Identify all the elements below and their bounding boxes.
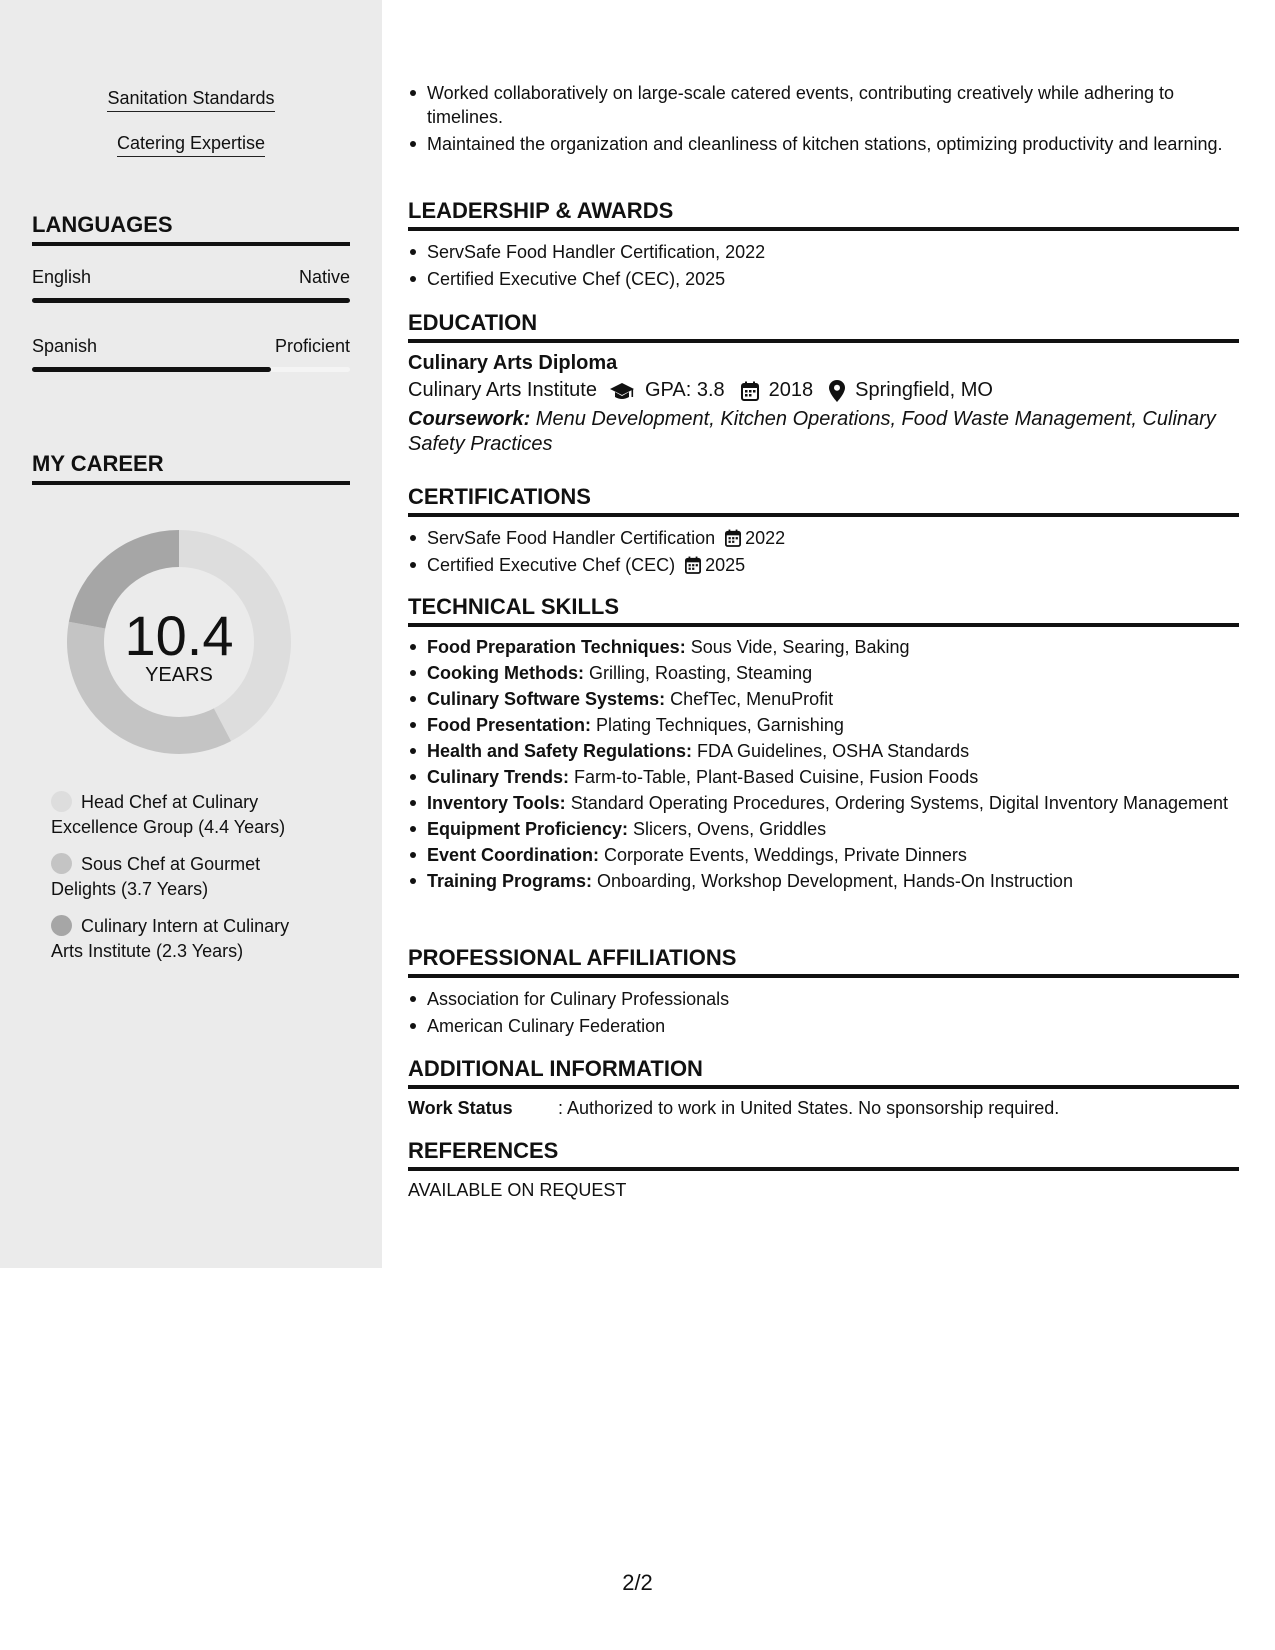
career-donut-chart [65, 528, 293, 756]
skill-values: Farm-to-Table, Plant-Based Cuisine, Fusion Foods [569, 767, 979, 787]
section-heading: REFERENCES [408, 1138, 1239, 1171]
calendar-icon [741, 381, 759, 401]
section-heading: EDUCATION [408, 310, 1239, 343]
work-status-row [408, 1098, 1239, 1119]
section-heading: CERTIFICATIONS [408, 484, 1239, 517]
legend-dot [51, 853, 72, 874]
school-name: Culinary Arts Institute [408, 379, 597, 401]
coursework-label: Coursework: [408, 408, 531, 430]
languages-heading: LANGUAGES [32, 212, 350, 246]
additional-info-section [408, 1056, 1239, 1119]
legend-label: Sous Chef at Gourmet Delights (3.7 Years) [51, 854, 261, 899]
skill-item [408, 791, 1239, 815]
career-legend-item [51, 852, 321, 902]
legend-label: Head Chef at Culinary Excellence Group (4.4 Years) [51, 792, 286, 837]
certification-item [408, 526, 1239, 550]
skill-item [408, 635, 1239, 659]
references-section [408, 1138, 1239, 1201]
language-name: English [32, 267, 92, 287]
skill-category: Inventory Tools: [427, 793, 566, 813]
calendar-icon [685, 556, 701, 574]
language-bar-fill [32, 367, 271, 372]
certification-year: 2022 [745, 528, 786, 548]
skill-values: Slicers, Ovens, Griddles [628, 819, 827, 839]
experience-bullet: Worked collaboratively on large-scale catered events, contributing creatively while adhering to timelines. [408, 81, 1239, 129]
list-item: Certified Executive Chef (CEC), 2025 [408, 267, 1239, 291]
skill-values: Grilling, Roasting, Steaming [583, 663, 813, 683]
skill-item [408, 869, 1239, 893]
gpa: GPA: 3.8 [644, 379, 725, 401]
skill-values: ChefTec, MenuProfit [665, 689, 834, 709]
page-number: 2/2 [622, 1570, 653, 1595]
coursework-list: Menu Development, Kitchen Operations, Food Waste Management, Culinary Safety Practices [408, 408, 1216, 455]
certification-year: 2025 [705, 555, 746, 575]
skill-category: Event Coordination: [427, 845, 599, 865]
career-legend-item [51, 790, 321, 840]
legend-label: Culinary Intern at Culinary Arts Institute (2.3 Years) [51, 916, 290, 961]
work-status-label: Work Status [408, 1098, 513, 1118]
legend-dot [51, 791, 72, 812]
list-item: Association for Culinary Professionals [408, 987, 1239, 1011]
graduation-year: 2018 [768, 379, 814, 401]
certification-name: ServSafe Food Handler Certification [427, 528, 716, 548]
skill-item [408, 739, 1239, 763]
skill-values: Onboarding, Workshop Development, Hands-On Instruction [592, 871, 1073, 891]
skill-category: Equipment Proficiency: [427, 819, 629, 839]
section-heading: ADDITIONAL INFORMATION [408, 1056, 1239, 1089]
map-pin-icon [829, 380, 845, 402]
technical-skills-section [408, 594, 1239, 893]
experience-continuation [408, 81, 1239, 156]
section-heading: PROFESSIONAL AFFILIATIONS [408, 945, 1239, 978]
skill-category: Training Programs: [427, 871, 593, 891]
skill-item [408, 817, 1239, 841]
career-total: 10.4 [124, 604, 234, 667]
skill-tag-label: Sanitation Standards [107, 88, 274, 112]
skill-tag [0, 133, 382, 157]
list-item: ServSafe Food Handler Certification, 2022 [408, 240, 1239, 264]
certification-item [408, 553, 1239, 577]
skill-values: Sous Vide, Searing, Baking [685, 637, 910, 657]
graduation-cap-icon [609, 381, 635, 401]
skill-values: Plating Techniques, Garnishing [591, 715, 844, 735]
list-item: American Culinary Federation [408, 1014, 1239, 1038]
certification-name: Certified Executive Chef (CEC) [427, 555, 676, 575]
skill-item [408, 687, 1239, 711]
skill-item [408, 713, 1239, 737]
language-level: Native [298, 267, 350, 287]
education-section [408, 310, 1239, 457]
skill-category: Food Preparation Techniques: [427, 637, 686, 657]
career-heading: MY CAREER [32, 451, 350, 485]
calendar-icon [725, 529, 741, 547]
language-row [32, 267, 350, 288]
skill-tag-label: Catering Expertise [117, 133, 265, 157]
references-text: AVAILABLE ON REQUEST [408, 1180, 627, 1200]
language-bar [32, 367, 350, 372]
experience-bullet: Maintained the organization and cleanliness of kitchen stations, optimizing productivity and learning. [408, 132, 1239, 156]
language-bar-fill [32, 298, 350, 303]
skill-values: Standard Operating Procedures, Ordering Systems, Digital Inventory Management [565, 793, 1229, 813]
certifications-section [408, 484, 1239, 577]
skill-item [408, 765, 1239, 789]
work-status-value: : Authorized to work in United States. No sponsorship required. [558, 1098, 1060, 1118]
career-legend-item [51, 914, 321, 964]
skill-category: Food Presentation: [427, 715, 592, 735]
section-heading: TECHNICAL SKILLS [408, 594, 1239, 627]
section-heading: LEADERSHIP & AWARDS [408, 198, 1239, 231]
skill-category: Culinary Software Systems: [427, 689, 666, 709]
language-bar [32, 298, 350, 303]
skill-category: Cooking Methods: [427, 663, 584, 683]
skill-category: Health and Safety Regulations: [427, 741, 693, 761]
language-level: Proficient [274, 336, 350, 356]
degree-title: Culinary Arts Diploma [408, 352, 618, 374]
education-details [408, 379, 1239, 402]
skill-values: Corporate Events, Weddings, Private Dinners [599, 845, 967, 865]
coursework [408, 407, 1239, 457]
career-unit: YEARS [145, 664, 213, 686]
affiliations-section [408, 945, 1239, 1038]
language-row [32, 336, 350, 357]
legend-dot [51, 915, 72, 936]
leadership-section [408, 198, 1239, 291]
skill-item [408, 661, 1239, 685]
skill-tag [0, 88, 382, 112]
skill-values: FDA Guidelines, OSHA Standards [692, 741, 970, 761]
language-name: Spanish [32, 336, 98, 356]
school-location: Springfield, MO [855, 379, 993, 401]
skill-item [408, 843, 1239, 867]
skill-category: Culinary Trends: [427, 767, 570, 787]
